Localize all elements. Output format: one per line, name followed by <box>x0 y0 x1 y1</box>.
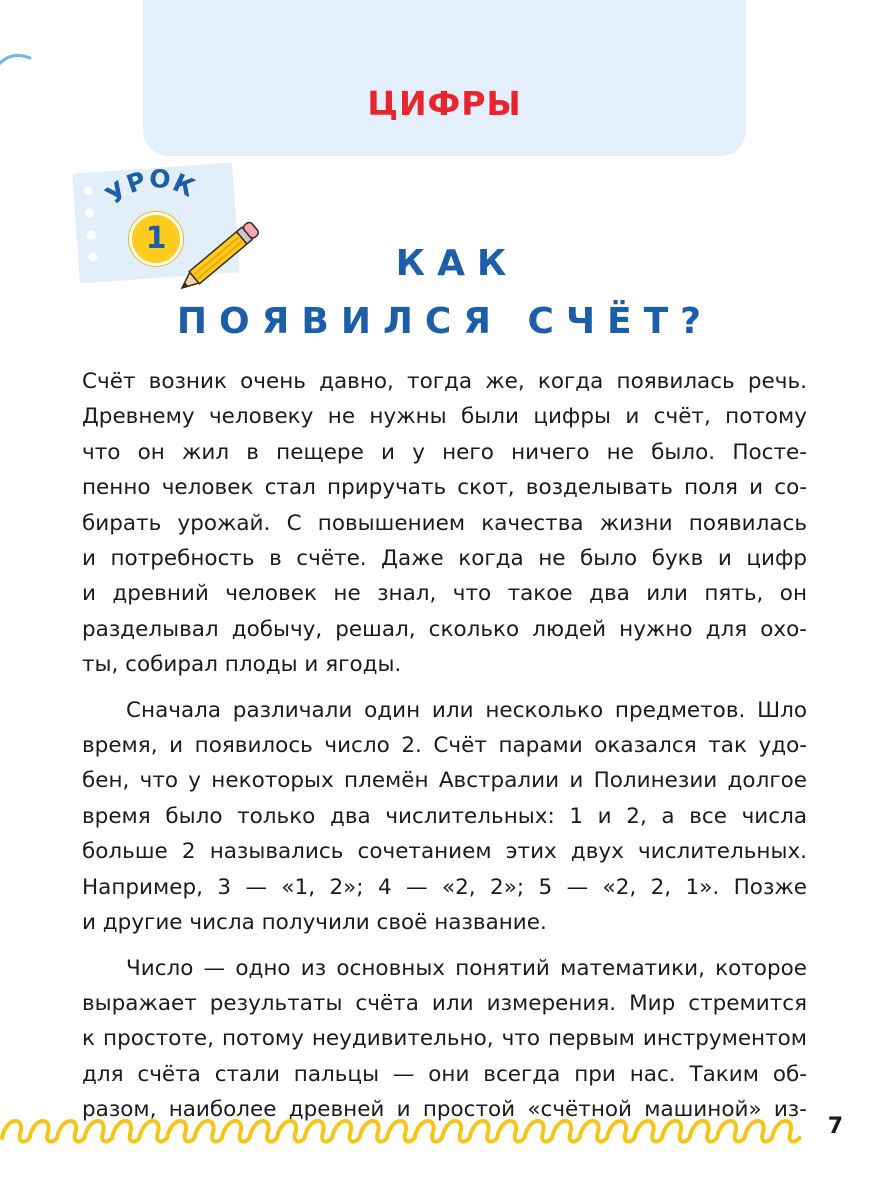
text-line: разделывал добычу, решал, сколько людей нужно для охо- <box>82 616 807 642</box>
paragraph <box>82 951 807 1128</box>
paragraph <box>82 364 807 683</box>
text-line: ты, собирал плоды и ягоды. <box>82 652 402 678</box>
page-number: 7 <box>827 1114 843 1139</box>
text-line: для счёта стали пальцы — они всегда при нас. Таким об- <box>82 1061 807 1087</box>
lesson-number-badge: 1 <box>129 212 183 266</box>
text-line: бирать урожай. С повышением качества жизни появилась <box>82 510 807 536</box>
svg-text:УРОК: УРОК <box>100 163 201 211</box>
text-line: разом, наиболее древней и простой «счётной машиной» из- <box>82 1097 807 1123</box>
text-line: и потребность в счёте. Даже когда не было букв и цифр <box>82 546 807 572</box>
text-line: пенно человек стал приручать скот, возделывать поля и со- <box>82 475 807 501</box>
text-line: время, и появилось число 2. Счёт парами оказался так удо- <box>82 733 807 759</box>
decorative-wave <box>0 1112 812 1152</box>
text-line: и древний человек не знал, что такое два или пять, он <box>82 581 807 607</box>
text-line: Сначала различали один или несколько предметов. Шло <box>126 697 807 723</box>
title-line-2: ПОЯВИЛСЯ СЧЁТ? <box>176 301 714 342</box>
text-line: выражает результаты счёта или измерения. Мир стремится <box>82 990 807 1016</box>
text-line: бен, что у некоторых племён Австралии и Полинезии долгое <box>82 768 807 794</box>
paragraph <box>82 693 807 941</box>
section-title: ЦИФРЫ <box>367 84 522 123</box>
text-line: что он жил в пещере и у него ничего не было. Посте- <box>82 439 807 465</box>
text-line: и другие числа получили своё название. <box>82 910 547 936</box>
text-line: Например, 3 — «1, 2»; 4 — «2, 2»; 5 — «2, 2, 1». Позже <box>82 874 807 900</box>
text-line: Число — одно из основных понятий математики, которое <box>126 955 807 981</box>
text-line: больше 2 назывались сочетанием этих двух числительных. <box>82 839 807 865</box>
body-text <box>82 364 807 1128</box>
text-line: к простоте, потому неудивительно, что первым инструментом <box>82 1026 807 1052</box>
text-line: Древнему человеку не нужны были цифры и счёт, потому <box>82 404 807 430</box>
text-line: время было только два числительных: 1 и 2, а все числа <box>82 803 807 829</box>
title-line-1: КАК <box>395 243 519 284</box>
text-line: Счёт возник очень давно, тогда же, когда появилась речь. <box>82 369 807 394</box>
